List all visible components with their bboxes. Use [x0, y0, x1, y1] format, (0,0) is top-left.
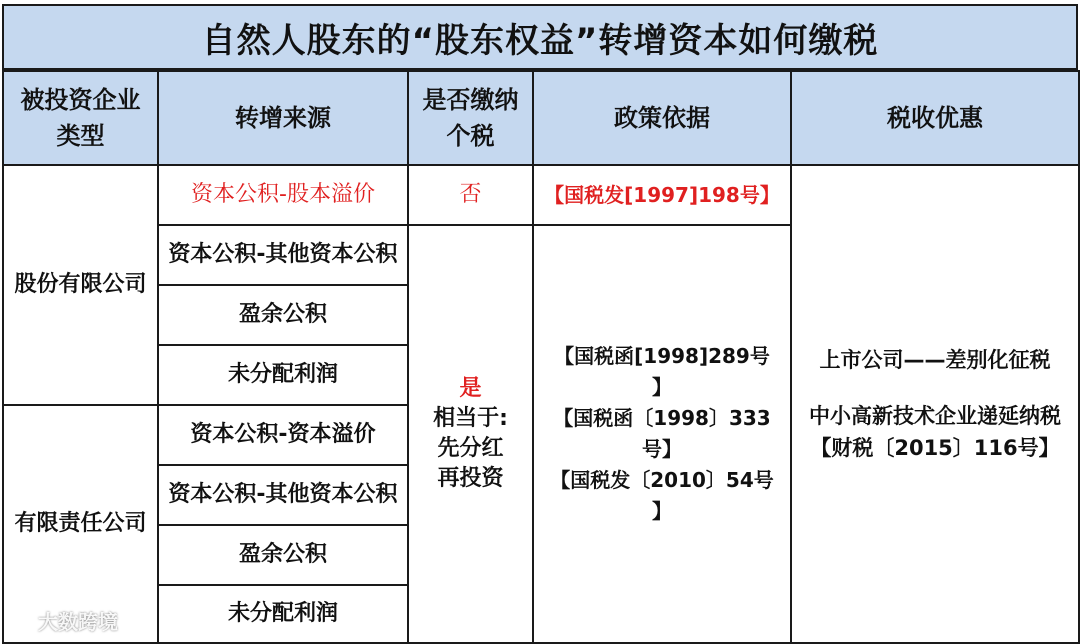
policy-yes-line5: 【国税发〔2010〕54号 — [550, 468, 774, 492]
header-source: 转增来源 — [158, 71, 408, 165]
taxable-yes-note-3: 再投资 — [437, 466, 504, 491]
header-taxable-line1: 是否缴纳 — [422, 86, 519, 114]
policy-yes-line1: 【国税函[1998]289号 — [554, 344, 770, 368]
table-row — [3, 165, 1079, 225]
header-benefit: 税收优惠 — [791, 71, 1079, 165]
benefit-line-hightech: 中小高新技术企业递延纳税 — [809, 404, 1061, 428]
watermark-logo-icon — [6, 610, 34, 632]
taxable-yes — [408, 225, 533, 643]
header-enterprise-type-line1: 被投资企业 — [20, 86, 141, 114]
header-enterprise-type — [3, 71, 158, 165]
watermark — [6, 606, 118, 635]
policy-yes-line3: 【国税函〔1998〕333 — [553, 406, 771, 430]
policy-yes-line2: 】 — [652, 375, 672, 399]
taxable-no: 否 — [408, 165, 533, 225]
header-policy: 政策依据 — [533, 71, 791, 165]
benefit-line-listed: 上市公司——差别化征税 — [819, 348, 1051, 372]
source-cell: 资本公积-其他资本公积 — [158, 465, 408, 525]
benefit-cell — [791, 165, 1079, 643]
taxable-yes-note-2: 先分红 — [437, 436, 504, 461]
source-cell: 盈余公积 — [158, 285, 408, 345]
header-taxable — [408, 71, 533, 165]
taxable-yes-note-1: 相当于: — [433, 406, 508, 431]
source-cell-red: 资本公积-股本溢价 — [158, 165, 408, 225]
enterprise-type-llc: 有限责任公司 — [3, 405, 158, 643]
source-cell: 未分配利润 — [158, 585, 408, 643]
benefit-line-policy: 【财税〔2015〕116号】 — [810, 436, 1060, 460]
header-row — [3, 71, 1079, 165]
source-cell: 未分配利润 — [158, 345, 408, 405]
source-cell: 资本公积-其他资本公积 — [158, 225, 408, 285]
policy-no: 【国税发[1997]198号】 — [533, 165, 791, 225]
policy-yes-line6: 】 — [652, 499, 672, 523]
header-taxable-line2: 个税 — [446, 122, 495, 150]
watermark-text: 大数跨境 — [38, 610, 118, 634]
taxable-yes-value: 是 — [459, 376, 482, 401]
source-cell: 盈余公积 — [158, 525, 408, 585]
document-title: 自然人股东的“股东权益”转增资本如何缴税 — [2, 4, 1078, 70]
header-enterprise-type-line2: 类型 — [56, 122, 105, 150]
tax-table — [2, 70, 1080, 644]
policy-yes — [533, 225, 791, 643]
enterprise-type-stock: 股份有限公司 — [3, 165, 158, 405]
source-cell: 资本公积-资本溢价 — [158, 405, 408, 465]
policy-yes-line4: 号】 — [642, 437, 682, 461]
